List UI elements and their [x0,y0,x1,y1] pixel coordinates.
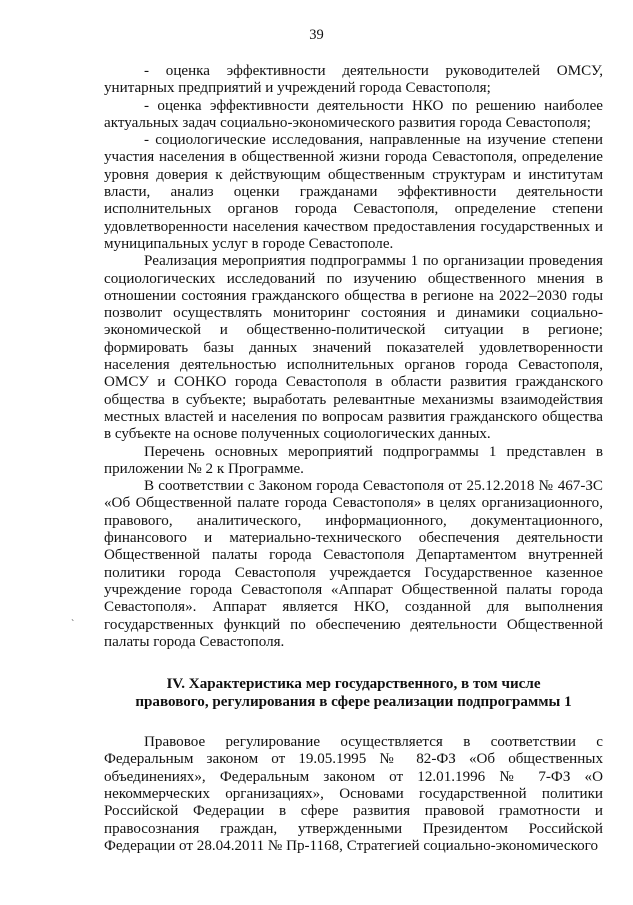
section-heading [104,675,603,711]
paragraph-public-chamber: В соответствии с Законом города Севастополя от 25.12.2018 № 467-ЗС «Об Общественной палате города Севастополя» в целях организационного, правового, аналитического, информационного, документационного, финансового и материально-технического обеспечения деятельности Общественной палаты города Севастополя Департаментом внутренней политики города Севастополя учреждается Государственное казенное учреждение города Севастополя «Аппарат Общественной палаты города Севастополя». Аппарат является НКО, созданной для выполнения государственных функций по обеспечению деятельности Общественной палаты города Севастополя. [104,478,603,650]
paragraph-bullet-nko: - оценка эффективности деятельности НКО по решению наиболее актуальных задач социально-экономического развития города Севастополя; [104,97,603,131]
paragraph-list-reference: Перечень основных мероприятий подпрограммы 1 представлен в приложении № 2 к Программе. [104,443,603,477]
section-heading-line2: правового, регулирования в сфере реализации подпрограммы 1 [135,694,572,711]
paragraph-implementation: Реализация мероприятия подпрограммы 1 по организации проведения социологических исследований по изучению общественного мнения в отношении состояния гражданского общества в регионе на 2022–2030 годы позволит осуществлять мониторинг состояния и динамики социально-экономической и общественно-политической ситуации в регионе; формировать базы данных значений показателей удовлетворенности населения деятельностью исполнительных органов города Севастополя, ОМСУ и СОНКО города Севастополя в области развития гражданского общества в субъекте; выработать релевантные механизмы взаимодействия местных властей и населения по вопросам развития гражданского общества в субъекте на основе полученных социологических данных. [104,253,603,443]
paragraph-bullet-omsu: - оценка эффективности деятельности руководителей ОМСУ, унитарных предприятий и учреждений города Севастополя; [104,63,603,97]
stray-mark: ` [71,619,75,630]
document-body [104,63,603,855]
paragraph-legal-regulation: Правовое регулирование осуществляется в соответствии с Федеральным законом от 19.05.1995 № 82-ФЗ «Об общественных объединениях», Федеральным законом от 12.01.1996 № 7-ФЗ «О некоммерческих организациях», Основами государственной политики Российской Федерации в сфере развития правовой грамотности и правосознания граждан, утвержденными Президентом Российской Федерации от 28.04.2011 № Пр-1168, Стратегией социально-экономического [104,734,603,854]
section-heading-line1: IV. Характеристика мер государственного, в том числе [166,676,541,693]
page-number: 39 [309,27,324,43]
paragraph-bullet-sociology: - социологические исследования, направленные на изучение степени участия населения в общественной жизни города Севастополя, определение уровня доверия к действующим общественным структурам и институтам власти, анализ оценки гражданами эффективности деятельности исполнительных органов города Севастополя, определение степени удовлетворенности населения качеством предоставления государственных и муниципальных услуг в городе Севастополе. [104,132,603,252]
